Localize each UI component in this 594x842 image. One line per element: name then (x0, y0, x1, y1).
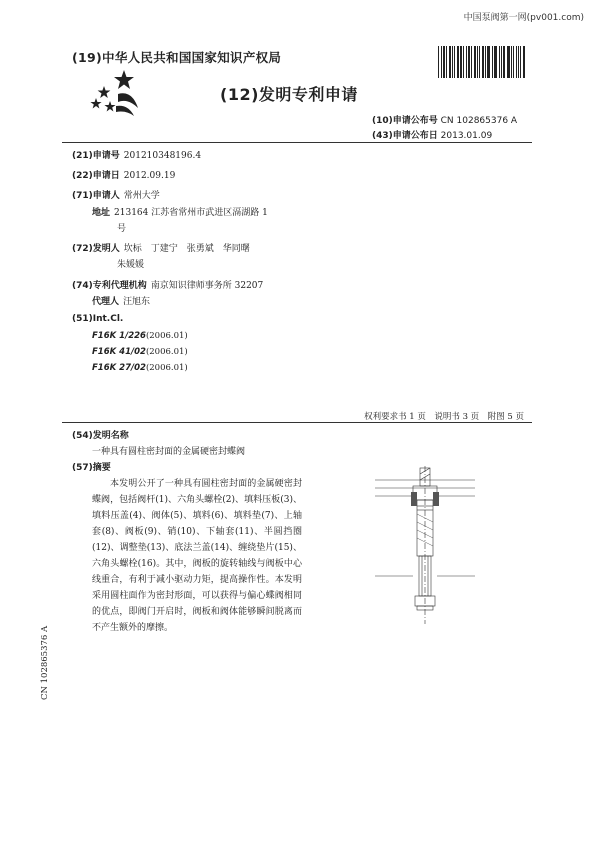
agency: 南京知识律师事务所 32207 (150, 281, 264, 291)
ipc-date: (2006.01) (145, 363, 188, 373)
application-date-row (72, 168, 175, 181)
barcode-bar (516, 46, 518, 78)
barcode-bar (463, 46, 464, 78)
ipc-label: (51)Int.Cl. (72, 314, 124, 324)
barcode-bar (501, 46, 502, 78)
abstract-label: (57)摘要 (72, 463, 111, 473)
barcode-bar (513, 46, 514, 78)
header-divider (62, 142, 532, 143)
applicant: 常州大学 (123, 191, 160, 201)
barcode-bar (457, 46, 459, 78)
application-date-label: (22)申请日 (72, 171, 120, 181)
inventors-line-2: 朱媛媛 (117, 260, 145, 270)
barcode-bar (523, 46, 525, 78)
pages-divider (62, 422, 532, 423)
valve-drawing (375, 466, 475, 624)
patent-office-emblem (88, 68, 146, 120)
ipc-code: F16K 41/02 (92, 347, 146, 357)
ipc-item (92, 363, 188, 373)
agency-label: (74)专利代理机构 (72, 281, 147, 291)
barcode-bar (452, 46, 453, 78)
application-number-label: (21)申请号 (72, 151, 120, 161)
barcode-bar (460, 46, 462, 78)
barcode-bar (468, 46, 471, 78)
address-row (92, 205, 268, 218)
barcode-bar (485, 46, 486, 78)
ipc-item (92, 331, 188, 341)
barcode-bar (471, 46, 472, 78)
ipc-code: F16K 27/02 (92, 363, 146, 373)
barcode-bar (441, 46, 442, 78)
barcode-bar (438, 46, 439, 78)
barcode-bar (518, 46, 519, 78)
barcode (438, 46, 526, 78)
barcode-bar (477, 46, 478, 78)
ipc-code: F16K 1/226 (92, 331, 146, 341)
barcode-bar (487, 46, 490, 78)
barcode-bar (503, 46, 505, 78)
application-number-row (72, 148, 201, 161)
ipc-date: (2006.01) (145, 331, 188, 341)
inventors-row (72, 241, 250, 254)
barcode-bar (482, 46, 484, 78)
barcode-bar (499, 46, 500, 78)
invention-title-label: (54)发明名称 (72, 431, 129, 441)
agent-row (92, 294, 150, 307)
abstract-text: 本发明公开了一种具有圆柱密封面的金属硬密封蝶阀，包括阀杆(1)、六角头螺栓(2)、填料压板(3)、填料压盖(4)、阀体(5)、填料(6)、填料垫(7)、上轴套(8)、阀板(9)、销(10)、下轴套(11)、半圆挡圈(12)、调整垫(13)、底法兰盖(14)、缠绕垫片(15)、六角头螺栓(16)。其中，阀板的旋转轴线与阀板中心线重合，有利于减小驱动力矩，提高操作性。本发明采用圆柱面作为密封形面，可以获得与偏心蝶阀相同的优点，即阀门开启时，阀板和阀体能够瞬间脱离而不产生额外的摩擦。 (92, 479, 302, 634)
barcode-bar (474, 46, 476, 78)
barcode-bar (466, 46, 467, 78)
agent: 汪旭东 (123, 297, 151, 307)
barcode-bar (449, 46, 452, 78)
address-line-2: 号 (117, 224, 127, 234)
ipc-item (92, 347, 188, 357)
publication-number-line (372, 113, 517, 126)
applicant-label: (71)申请人 (72, 191, 120, 201)
patent-office-name: (19)中华人民共和国国家知识产权局 (72, 50, 282, 65)
publication-date: 2013.01.09 (440, 131, 493, 141)
barcode-bar (443, 46, 445, 78)
barcode-bar (495, 46, 497, 78)
page-count-line: 权利要求书 1 页 说明书 3 页 附图 5 页 (364, 412, 524, 422)
publication-number-label: (10)申请公布号 (372, 116, 438, 126)
barcode-bar (520, 46, 521, 78)
document-type-title: (12)发明专利申请 (220, 85, 358, 104)
address-label: 地址 (92, 208, 111, 218)
application-date: 2012.09.19 (123, 171, 176, 181)
barcode-bar (446, 46, 447, 78)
publication-date-label: (43)申请公布日 (372, 131, 438, 141)
barcode-bar (492, 46, 493, 78)
invention-title: 一种具有圆柱密封面的金属硬密封蝶阀 (92, 447, 246, 457)
inventors-label: (72)发明人 (72, 244, 120, 254)
barcode-bar (494, 46, 495, 78)
barcode-bar (511, 46, 512, 78)
side-publication-number: CN 102865376 A (40, 625, 50, 700)
application-number: 201210348196.4 (123, 151, 202, 161)
publication-number: CN 102865376 A (440, 116, 518, 126)
barcode-bar (507, 46, 510, 78)
inventors-line-1: 坎标 丁建宁 张勇斌 华同曙 (123, 244, 250, 254)
publication-date-line (372, 128, 492, 141)
barcode-bar (479, 46, 480, 78)
address-line-1: 213164 江苏省常州市武进区滆湖路 1 (114, 208, 268, 218)
agency-row (72, 278, 263, 291)
agent-label: 代理人 (92, 297, 120, 307)
applicant-row (72, 188, 160, 201)
barcode-bar (454, 46, 455, 78)
ipc-date: (2006.01) (145, 347, 188, 357)
site-banner: 中国泵阀第一网(pv001.com) (463, 13, 584, 23)
